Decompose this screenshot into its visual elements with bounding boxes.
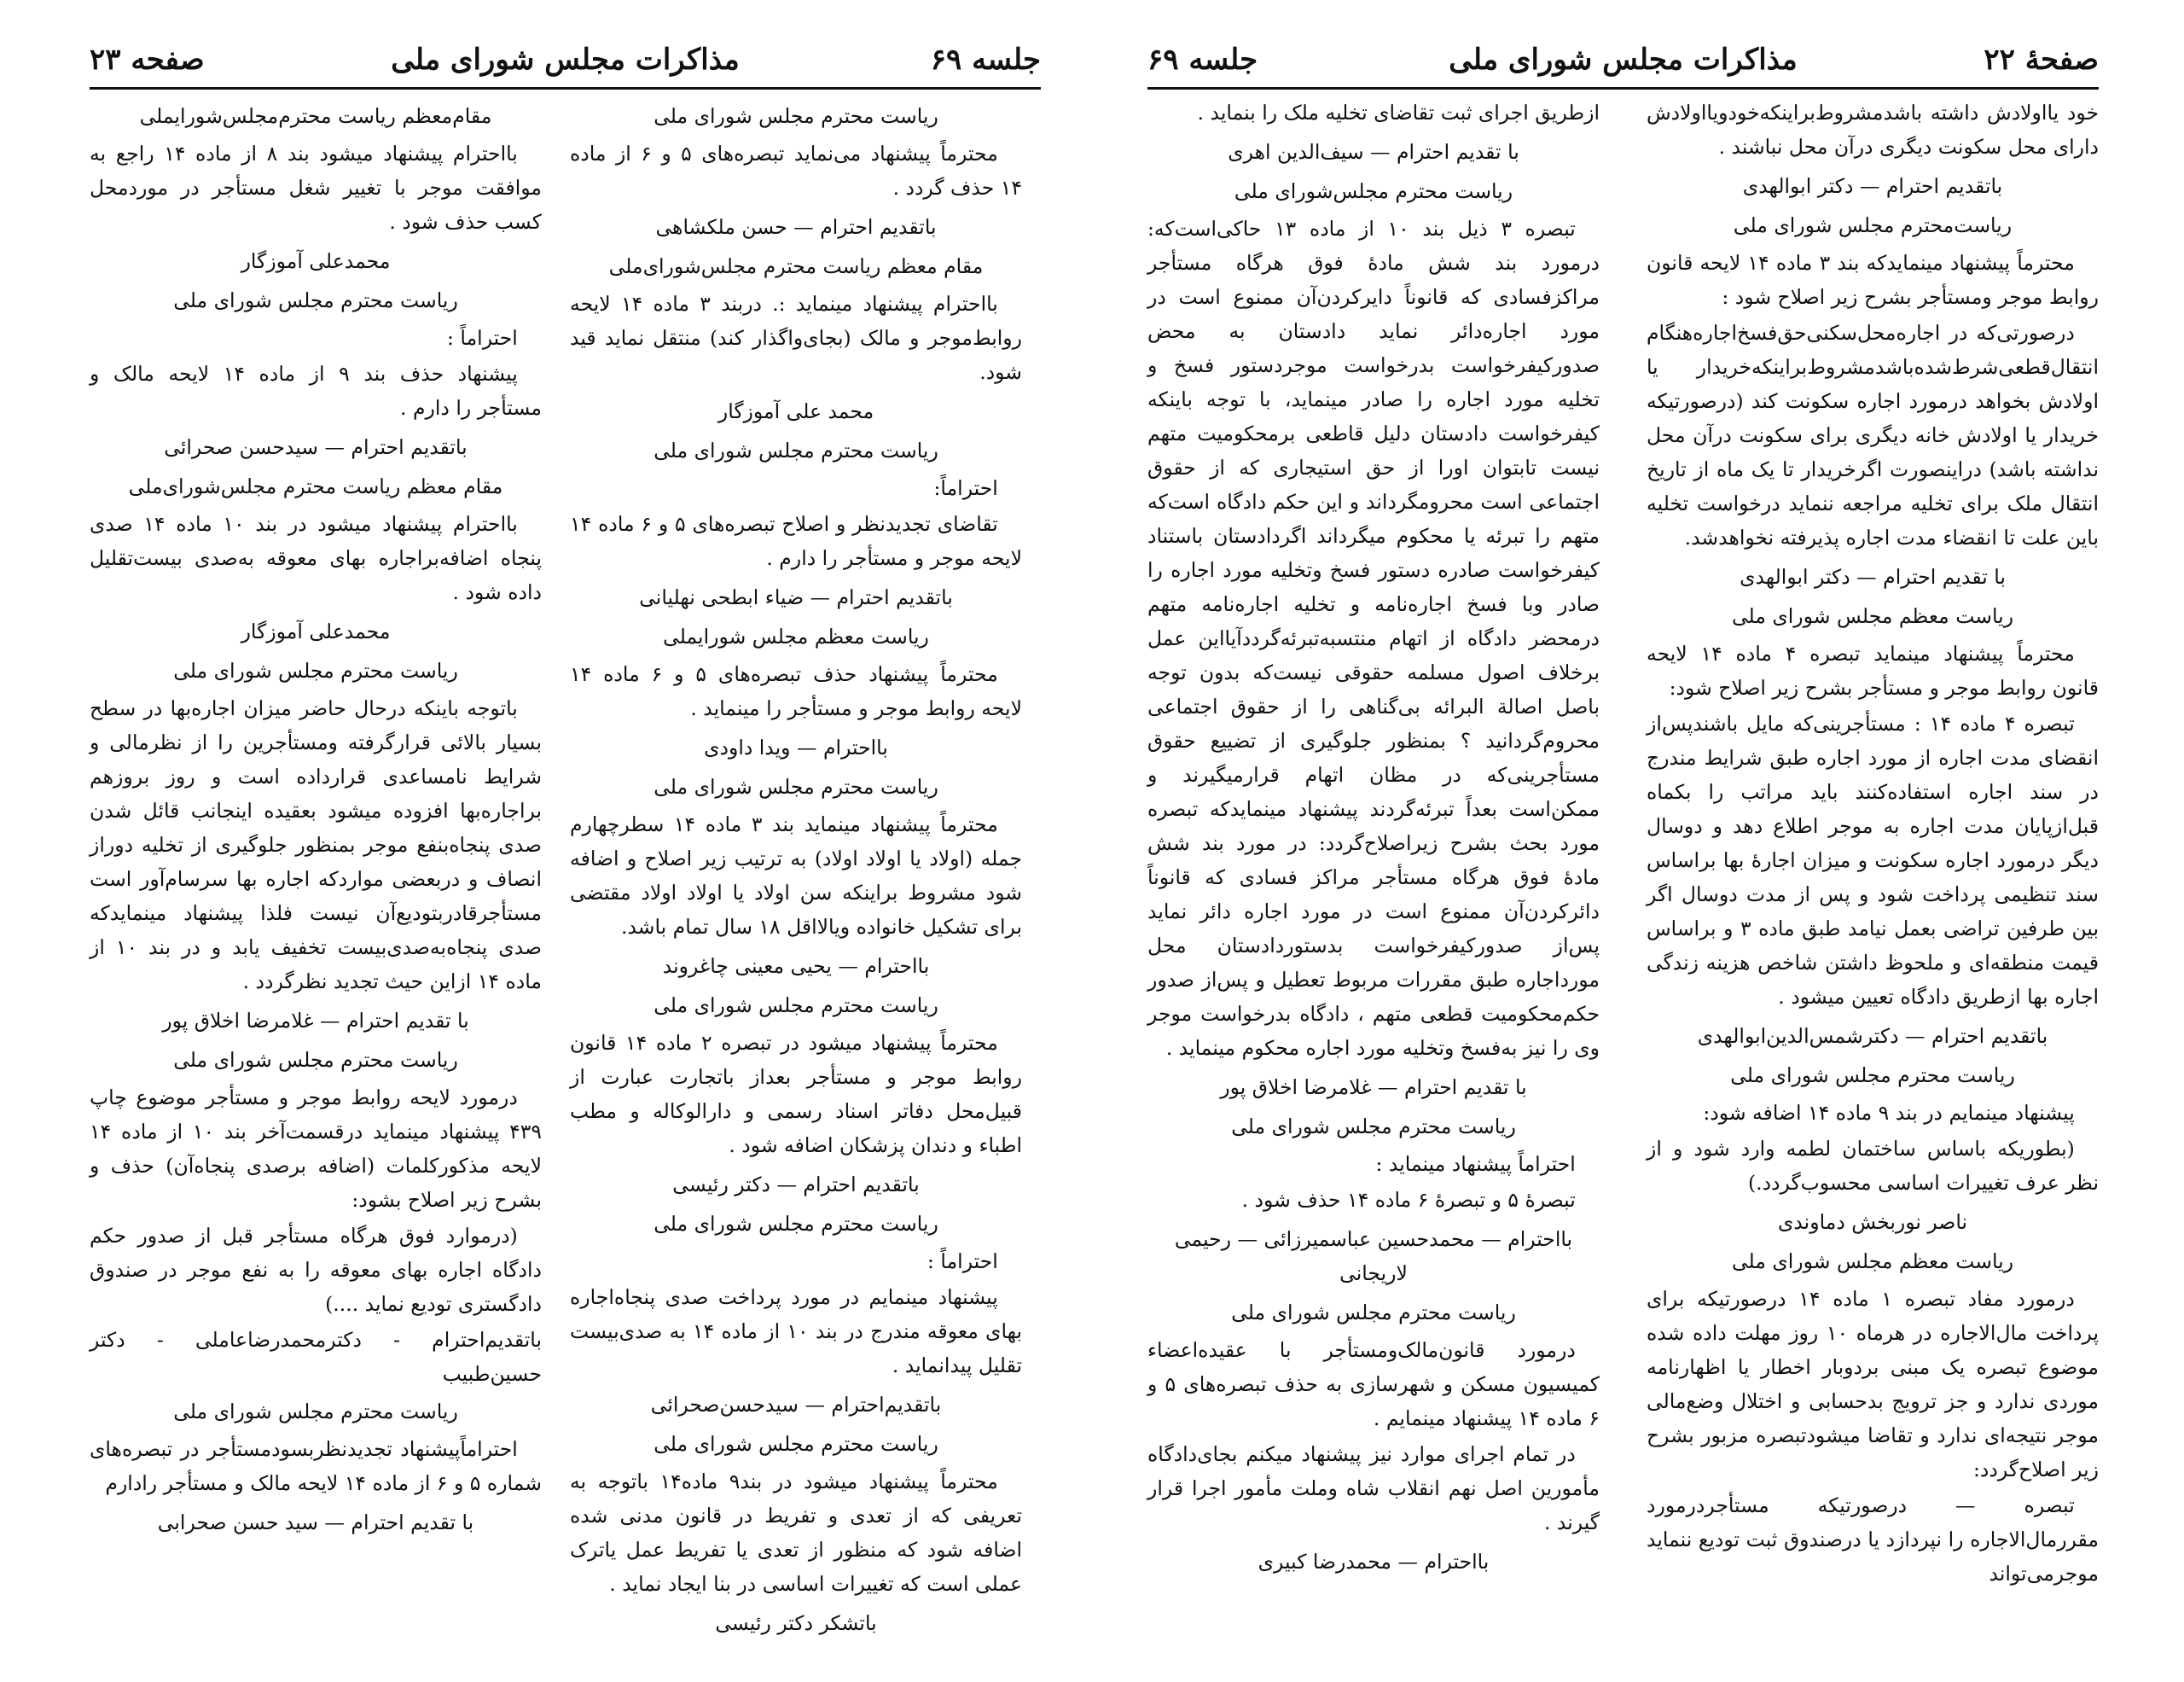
signature-line: با تقدیم احترام — غلامرضا اخلاق پور (1220, 1075, 1527, 1099)
addressee-line: ریاست محترم مجلس شورای ملی (173, 1048, 458, 1072)
paragraph: احتراماً پیشنهاد مینماید : (1375, 1152, 1576, 1176)
header-rule (90, 87, 1041, 90)
addressee-line: ریاست محترم مجلس شورای ملی (653, 439, 938, 463)
paragraph: محترماً پیشنهاد میشود در بند۹ ماده۱۴ باتوجه به تعریفی که از تعدی و تفریط در قانون مدنی شده اضافه شود که منظور از تعدی یا تفریط عمل یاترک عملی است که تغییرات اساسی در بنا ایجاد نماید . (570, 1470, 1022, 1596)
signature-line: بااحترام — یحیی معینی چاغروند (662, 954, 930, 978)
paragraph: محترماً پیشنهاد مینماید تبصره ۴ ماده ۱۴ لایحه قانون روابط موجر و مستأجر بشرح زیر اصلاح شود: (1647, 642, 2099, 700)
addressee-line: مقام معظم ریاست محترم مجلس‌شورای‌ملی (128, 474, 503, 498)
paragraph: در تمام اجرای موارد نیز پیشنهاد میکنم بجای‌دادگاه مأمورین اصل نهم انقلاب شاه وملت مأمور اجرا قرار گیرند . (1147, 1442, 1600, 1534)
paragraph: درمورد لایحه روابط موجر و مستأجر موضوع چاپ ۴۳۹ پیشنهاد مینماید درقسمت‌آخر بند ۱۰ از ماده ۱۴ لایحه مذکورکلمات (اضافه برصدی پنجاه‌آن) حذف و بشرح زیر اصلاح بشود: (90, 1085, 542, 1212)
paragraph: محترماً پیشنهاد مینمایدکه بند ۳ ماده ۱۴ لایحه قانون روابط موجر ومستأجر بشرح زیر اصلاح شود : (1647, 251, 2099, 309)
right-page (1109, 0, 2184, 1682)
paragraph: بااحترام پیشنهاد مینماید :. دربند ۳ ماده ۱۴ لایحه روابط‌موجر و مالک (بجای‌واگذار کند) منتقل نماید قید شود. (570, 292, 1022, 384)
addressee-line: ریاست محترم مجلس شورای ملی (173, 1400, 458, 1423)
paragraph: (بطوریکه باساس ساختمان لطمه وارد شود و از نظر عرف تغییرات اساسی محسوب‌گردد.) (1647, 1137, 2099, 1195)
addressee-line: ریاست محترم مجلس شورای ملی (1231, 1115, 1516, 1138)
signature-line: بااحترام — ویدا داودی (704, 736, 888, 760)
session-number: جلسه ۶۹ (930, 43, 1041, 77)
paragraph: احتراماً : (447, 326, 518, 350)
addressee-line: ریاست معظم مجلس شورایملی (663, 625, 929, 649)
text-column-right (570, 96, 1022, 1645)
paragraph: تبصرهٔ ۵ و تبصرهٔ ۶ ماده ۱۴ حذف شود . (1241, 1188, 1576, 1212)
signature-line: بااحترام — محمدرضا کبیری (1258, 1550, 1490, 1574)
paragraph: احتراماً: (933, 476, 998, 500)
paragraph: محترماً پیشنهاد میشود در تبصره ۲ ماده ۱۴ قانون روابط موجر و مستأجر بعداز باتجارت عبارت از قبیل‌محل دفاتر اسناد رسمی و دارالوکاله و مطب اطباء و دندان پزشکان اضافه شود . (570, 1031, 1022, 1157)
addressee-line: ریاست محترم مجلس‌شورای ملی (1234, 179, 1513, 203)
addressee-line: ریاست محترم مجلس شورای ملی (653, 1432, 938, 1456)
right-page-header (1147, 38, 2099, 89)
addressee-line: ریاست محترم مجلس شورای ملی (653, 1212, 938, 1236)
paragraph: درمورد قانون‌مالک‌ومستأجر با عقیده‌اعضاء کمیسیون مسکن و شهرسازی به حذف تبصره‌های ۵ و ۶ ماده ۱۴ پیشنهاد مینمایم . (1147, 1338, 1600, 1430)
paragraph: تبصره — درصورتیکه مستأجردرمورد مقررمال‌الاجاره را نپردازد یا درصندوق ثبت تودیع ننماید موجرمی‌تواند (1647, 1493, 2099, 1586)
text-column-left (1147, 96, 1600, 1584)
paragraph: درصورتی‌که در اجاره‌محل‌سکنی‌حق‌فسخ‌اجاره‌هنگام انتقال‌قطعی‌شرط‌شده‌باشدمشروط‌براینکه‌خریدار یا اولادش بخواهد درمورد اجاره سکونت کند (درصورتیکه خریدار یا اولادش خانه دیگری برای سکونت درآن محل نداشته باشد) دراینصورت اگرخریدار تا یک ماه از تاریخ انتقال ملک برای تخلیه مراجعه ننماید درخواست تخلیه باین علت تا انقضاء مدت اجاره پذیرفته نخواهدشد. (1647, 321, 2099, 550)
signature-line: باتقدیم احترام — حسن ملکشاهی (655, 215, 937, 239)
signature-line: باتشکر دکتر رئیسی (715, 1611, 877, 1635)
signature-line: باتقدیم‌احترام — سیدحسن‌صحرائی (650, 1393, 942, 1417)
paragraph: پیشنهاد مینمایم در بند ۹ ماده ۱۴ اضافه شود: (1703, 1101, 2075, 1125)
paragraph: خود یااولادش داشته باشدمشروط‌براینکه‌خودویااولادش دارای محل سکونت دیگری درآن محل نباشند . (1647, 101, 2099, 159)
paragraph: تقاضای تجدیدنظر و اصلاح تبصره‌های ۵ و ۶ ماده ۱۴ لایحه موجر و مستأجر را دارم . (570, 512, 1022, 570)
signature-line: باتقدیم احترام — دکتر رئیسی (672, 1173, 920, 1196)
addressee-line: ریاست محترم مجلس شورای ملی (653, 993, 938, 1017)
signature-line: باتقدیم احترام — دکتر ابوالهدی (1742, 174, 2003, 198)
journal-title: مذاکرات مجلس شورای ملی (391, 43, 740, 77)
left-page-header (90, 38, 1041, 89)
signature-line: باتقدیم احترام — دکترشمس‌الدین‌ابوالهدی (1697, 1024, 2048, 1048)
signature-line: با تقدیم احترام — سیف‌الدین اهری (1228, 140, 1519, 164)
addressee-line: ریاست معظم مجلس شورای ملی (1731, 1249, 2014, 1273)
paragraph: محترماً پیشنهاد حذف تبصره‌های ۵ و ۶ ماده ۱۴ لایحه روابط موجر و مستأجر را مینماید . (570, 662, 1022, 720)
addressee-line: ریاست محترم مجلس شورای ملی (653, 104, 938, 128)
signature-line: بااحترام — محمدحسین عباسمیرزائی — رحیمی لاریجانی (1174, 1227, 1573, 1285)
header-rule (1147, 87, 2099, 90)
paragraph: احتراماً : (927, 1249, 998, 1273)
addressee-line: ریاست معظم مجلس شورای ملی (1731, 604, 2014, 628)
signature-line: محمد علی آموزگار (717, 399, 874, 423)
signature-line: ناصر نوربخش دماوندی (1777, 1210, 1968, 1234)
paragraph: تبصره ۳ ذیل بند ۱۰ از ماده ۱۳ حاکی‌است‌که: درمورد بند شش مادهٔ فوق هرگاه مستأجر مراکزفسادی که قانوناً دایرکردن‌آن ممنوع است در مورد اجاره‌دائر نماید دادستان به محض صدورکیفرخواست بدرخواست موجردستور فسخ و تخلیه مورد اجاره را صادر مینماید، با توجه باینکه کیفرخواست دادستان دلیل قاطعی برمحکومیت متهم نیست تابتوان اورا از حق استیجاری که از حقوق اجتماعی است محرومگرداند و این حکم دادگاه است‌که متهم را تبرئه یا محکوم میگرداند اگردادستان باستناد کیفرخواست صادره دستور فسخ وتخلیه مورد اجاره را صادر وبا فسخ اجاره‌نامه و تخلیه اجاره‌نامه متهم درمحضر دادگاه از اتهام منتسبه‌تبرئه‌گرددآیااین عمل برخلاف اصول مسلمه حقوقی نیست‌که بدون توجه باصل اصالة البرائه بی‌گناهی را از حقوق اجتماعی محروم‌گردانید ؟ بمنظور جلوگیری از تضییع حقوق مستأجرینی‌که در مظان اتهام قرارمیگیرند و ممکن‌است بعداً تبرئه‌گردند پیشنهاد مینمایدکه تبصره مورد بحث بشرح زیراصلاح‌گردد: در مورد بند شش مادهٔ فوق هرگاه مستأجر مراکز فسادی که قانوناً دائرکردن‌آن ممنوع است در مورد اجاره دائر نماید پس‌از صدورکیفرخواست بدستوردادستان محل مورداجاره طبق مقررات مربوط تعطیل و پس‌از صدور حکم‌محکومیت قطعی متهم ، دادگاه بدرخواست موجر وی را نیز به‌فسخ وتخلیه مورد اجاره محکوم مینماید . (1147, 217, 1600, 1060)
text-column-left (90, 96, 542, 1545)
paragraph: درمورد مفاد تبصره ۱ ماده ۱۴ درصورتیکه برای پرداخت مال‌الاجاره در هرماه ۱۰ روز مهلت داده شده موضوع تبصره یک مبنی بردوبار اخطار یا اظهارنامه موردی ندارد و جز ترویج بدحسابی و اختلال وضع‌مالی موجر نتیجه‌ای ندارد و تقاضا میشودتبصره مزبور بشرح زیر اصلاح‌گردد: (1647, 1287, 2099, 1481)
addressee-line: ریاست محترم مجلس شورای ملی (1231, 1301, 1516, 1324)
paragraph: بااحترام پیشنهاد میشود بند ۸ از ماده ۱۴ راجع به موافقت موجر با تغییر شغل مستأجر در موردمحل کسب حذف شود . (90, 142, 542, 234)
signature-line: باتقدیم احترام — ضیاء ابطحی نهلیانی (639, 585, 953, 609)
journal-title: مذاکرات مجلس شورای ملی (1449, 43, 1798, 77)
signature-line: با تقدیم احترام — دکتر ابوالهدی (1740, 565, 2006, 589)
paragraph: تبصره ۴ ماده ۱۴ : مستأجرینی‌که مایل باشندپس‌از انقضای مدت اجاره از مورد اجاره طبق شرایط مندرج در سند اجاره استفاده‌کنند باید مراتب را بکماه قبل‌ازپایان مدت اجاره به موجر اطلاع دهد و دوسال دیگر درمورد اجاره سکونت و میزان اجارهٔ بها براساس سند تنظیمی پرداخت شود و پس از مدت دوسال اگر بین طرفین تراضی بعمل نیامد طبق ماده ۳ و براساس قیمت منطقه‌ای و ملحوظ داشتن شاخص هزینه زندگی اجاره بها ازطریق دادگاه تعیین میشود . (1647, 712, 2099, 1009)
signature-line: محمدعلی آموزگار (241, 249, 391, 273)
paragraph: پیشنهاد حذف بند ۹ از ماده ۱۴ لایحه مالک و مستأجر را دارم . (90, 362, 542, 420)
paragraph: (درموارد فوق هرگاه مستأجر قبل از صدور حکم دادگاه اجاره بهای معوقه را به نفع موجر در صندوق دادگستری تودیع نماید ....) (90, 1224, 542, 1316)
paragraph: ازطریق اجرای ثبت تقاضای تخلیه ملک را بنماید . (1197, 101, 1600, 125)
paragraph: پیشنهاد مینمایم در مورد پرداخت صدی پنجاه‌اجاره بهای معوقه مندرج در بند ۱۰ از ماده ۱۴ به صدی‌بیست تقلیل پیدانماید . (570, 1285, 1022, 1377)
addressee-line: ریاست‌محترم مجلس شورای ملی (1733, 213, 2013, 237)
addressee-line: ریاست محترم مجلس شورای ملی (173, 288, 458, 312)
signature-line: با تقدیم احترام — سید حسن صحرابی (157, 1510, 474, 1534)
addressee-line: ریاست محترم مجلس شورای ملی (173, 659, 458, 683)
session-number: جلسه ۶۹ (1147, 43, 1258, 77)
paragraph: محترماً پیشنهاد می‌نماید تبصره‌های ۵ و ۶ از ماده ۱۴ حذف گردد . (570, 142, 1022, 200)
paragraph: باتقدیم‌احترام - دکترمحمدرضاعاملی - دکتر حسین‌طبیب (90, 1328, 542, 1386)
text-column-right (1647, 96, 2099, 1592)
addressee-line: ریاست محترم مجلس شورای ملی (653, 775, 938, 799)
addressee-line: ریاست محترم مجلس شورای ملی (1730, 1063, 2015, 1087)
paragraph: بااحترام پیشنهاد میشود در بند ۱۰ ماده ۱۴ صدی پنجاه اضافه‌براجاره بهای معوقه به‌صدی بیست‌تقلیل داده شود . (90, 512, 542, 604)
paragraph: باتوجه باینکه درحال حاضر میزان اجاره‌بها در سطح بسیار بالائی قرارگرفته ومستأجرین را از نظرمالی و شرایط نامساعدی قرارداده است و روز بروزهم براجاره‌بها افزوده میشود بعقیده اینجانب قائل شدن صدی پنجاه‌بنفع موجر بمنظور جلوگیری از تخلیه دوراز انصاف و دربعضی مواردکه اجاره بها سرسام‌آور است مستأجرقادربتودیع‌آن نیست فلذا پیشنهاد مینمایدکه صدی پنجاه‌به‌صدی‌بیست تخفیف یابد و در بند ۱۰ از ماده ۱۴ ازاین حیث تجدید نظرگردد . (90, 696, 542, 993)
left-page (0, 0, 1075, 1682)
signature-line: با تقدیم احترام — غلامرضا اخلاق پور (162, 1009, 469, 1033)
page-number: صفحه ۲۳ (90, 43, 205, 77)
addressee-line: مقام معظم ریاست محترم مجلس‌شورای‌ملی (608, 254, 984, 278)
addressee-line: مقام‌معظم ریاست محترم‌مجلس‌شورایملی (139, 104, 492, 128)
page-number: صفحهٔ ۲۲ (1984, 43, 2099, 77)
signature-line: باتقدیم احترام — سیدحسن صحرائی (164, 435, 468, 459)
paragraph: محترماً پیشنهاد مینماید بند ۳ ماده ۱۴ سطرچهارم جمله (اولاد یا اولاد اولاد) به ترتیب زیر اصلاح و اضافه شود مشروط براینکه سن اولاد یا اولاد اولاد مقتضی برای تشکیل خانواده ویالااقل ۱۸ سال تمام باشد. (570, 812, 1022, 939)
signature-line: محمدعلی آموزگار (241, 620, 391, 643)
paragraph: احتراماًپیشنهاد تجدیدنظربسودمستأجر در تبصره‌های شماره ۵ و ۶ از ماده ۱۴ لایحه مالک و مستأجر رادارم (90, 1437, 542, 1495)
